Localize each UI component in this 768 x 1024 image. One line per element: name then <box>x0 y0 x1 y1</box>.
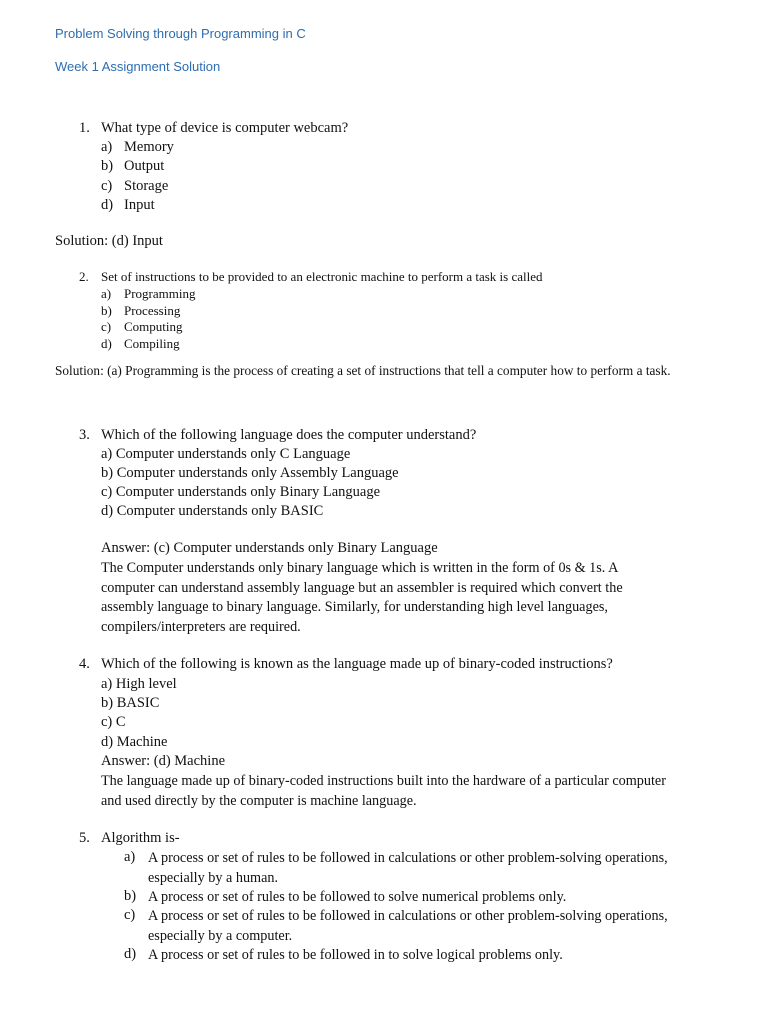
question-3-text: Which of the following language does the computer understand? <box>101 427 477 443</box>
option-line: A process or set of rules to be followed in calculations or other problem-solving operations, <box>148 850 668 866</box>
question-1-text: What type of device is computer webcam? <box>101 120 349 136</box>
q2-option-text: Computing <box>124 319 183 334</box>
q3-option: c) Computer understands only Binary Language <box>101 484 381 500</box>
question-1-solution: Solution: (d) Input <box>55 233 163 249</box>
q4-option: c) C <box>101 714 126 730</box>
question-3-answer: Answer: (c) Computer understands only Binary Language <box>101 540 438 556</box>
q3-option: b) Computer understands only Assembly Language <box>101 465 399 481</box>
q5-option-label: b) <box>124 888 137 904</box>
question-5-number: 5. <box>79 830 90 846</box>
q4-option: b) BASIC <box>101 695 160 711</box>
question-5-text: Algorithm is- <box>101 830 180 846</box>
explanation-line: The language made up of binary-coded instructions built into the hardware of a particular computer <box>101 773 666 789</box>
q1-option-label: b) <box>101 158 114 174</box>
q5-option-label: d) <box>124 946 137 962</box>
q5-option-label: c) <box>124 907 136 923</box>
q1-option-text: Output <box>124 158 165 174</box>
question-2-number: 2. <box>79 269 89 284</box>
option-line: A process or set of rules to be followed to solve numerical problems only. <box>148 889 567 905</box>
question-4-explanation <box>101 772 723 811</box>
q3-option: a) Computer understands only C Language <box>101 446 351 462</box>
q2-option-label: a) <box>101 286 112 301</box>
explanation-line: compilers/interpreters are required. <box>101 618 301 635</box>
explanation-line: computer can understand assembly language but an assembler is required which convert the <box>101 579 623 596</box>
explanation-line: The Computer understands only binary language which is written in the form of 0s & 1s. A <box>101 560 619 576</box>
question-4-answer: Answer: (d) Machine <box>101 753 226 769</box>
question-1-number: 1. <box>79 120 90 136</box>
question-2-text: Set of instructions to be provided to an electronic machine to perform a task is called <box>101 269 543 284</box>
option-line: A process or set of rules to be followed in calculations or other problem-solving operations, <box>148 908 668 924</box>
q2-option-label: c) <box>101 319 112 334</box>
q5-option-text <box>148 946 563 966</box>
option-line: especially by a human. <box>148 869 279 886</box>
q2-option-text: Programming <box>124 286 196 301</box>
q5-option-label: a) <box>124 849 136 865</box>
q4-option: a) High level <box>101 676 177 692</box>
q4-option: d) Machine <box>101 734 168 750</box>
question-2-solution: Solution: (a) Programming is the process of creating a set of instructions that tell a computer how to perform a task. <box>55 363 671 378</box>
q1-option-label: d) <box>101 197 114 213</box>
q1-option-text: Memory <box>124 139 174 155</box>
question-3-number: 3. <box>79 427 90 443</box>
q1-option-text: Input <box>124 197 155 213</box>
q2-option-text: Processing <box>124 303 181 318</box>
q3-option: d) Computer understands only BASIC <box>101 503 324 519</box>
q2-option-text: Compiling <box>124 336 180 351</box>
question-3-explanation <box>101 559 723 637</box>
q5-option-text <box>148 907 668 946</box>
course-title: Problem Solving through Programming in C <box>55 26 306 41</box>
option-line: A process or set of rules to be followed in to solve logical problems only. <box>148 947 563 963</box>
q5-option-text <box>148 888 566 908</box>
option-line: especially by a computer. <box>148 927 293 944</box>
q2-option-label: d) <box>101 336 112 351</box>
q2-option-label: b) <box>101 303 112 318</box>
question-4-number: 4. <box>79 656 90 672</box>
assignment-title: Week 1 Assignment Solution <box>55 59 221 74</box>
explanation-line: and used directly by the computer is machine language. <box>101 792 417 809</box>
q5-option-text <box>148 849 668 888</box>
q1-option-label: c) <box>101 178 113 194</box>
explanation-line: assembly language to binary language. Similarly, for understanding high level languages, <box>101 599 608 615</box>
q1-option-text: Storage <box>124 178 169 194</box>
q1-option-label: a) <box>101 139 113 155</box>
question-4-text: Which of the following is known as the language made up of binary-coded instructions? <box>101 656 613 672</box>
